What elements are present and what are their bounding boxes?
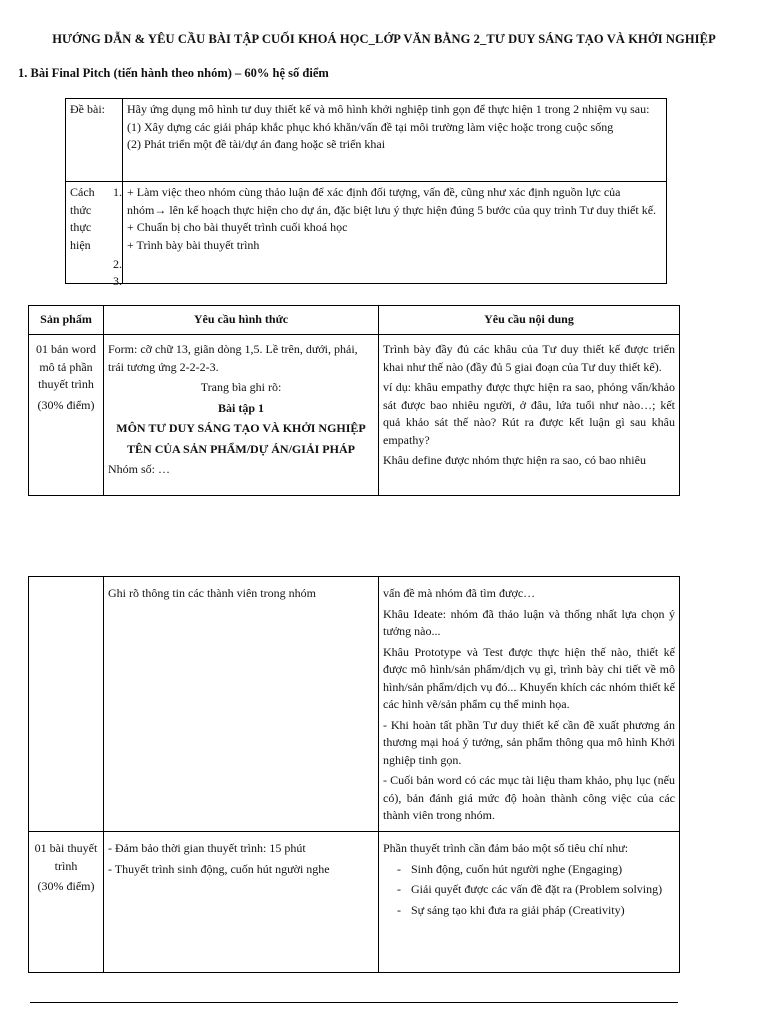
form-pitch bbox=[104, 832, 379, 973]
product-pitch-score: (30% điểm) bbox=[37, 879, 95, 893]
product-pitch bbox=[29, 832, 104, 973]
content-text: Khâu Ideate: nhóm đã thảo luận và thống nhất lựa chọn ý tưởng nào... bbox=[383, 606, 675, 638]
content-word bbox=[379, 335, 680, 496]
brief-content bbox=[123, 99, 667, 182]
list-item: - Sinh động, cuốn hút người nghe (Engaging) bbox=[397, 861, 675, 879]
list-item: - Sự sáng tạo khi đưa ra giải pháp (Creativity) bbox=[397, 902, 675, 920]
content-text: Khâu define được nhóm thực hiện ra sao, có bao nhiêu bbox=[383, 453, 646, 467]
brief-task-2: (2) Phát triển một đề tài/dự án đang hoặc sẽ triển khai bbox=[127, 137, 386, 151]
form-pitch-1: - Đảm bảo thời gian thuyết trình: 15 phút bbox=[108, 841, 306, 855]
table-row bbox=[66, 99, 667, 182]
table-row bbox=[29, 832, 680, 973]
table-row bbox=[29, 335, 680, 496]
group-number: Nhóm số: … bbox=[108, 462, 171, 476]
content-text: ví dụ: khâu empathy được thực hiện ra sao, phỏng vấn/khảo sát được bao nhiêu người, ở đâu, lứa tuổi như nào…; kết quả khảo sát thế nào? Rút ra được kết luận gì sau khâu empathy? bbox=[383, 380, 675, 447]
brief-intro: Hãy ứng dụng mô hình tư duy thiết kế và mô hình khởi nghiệp tinh gọn để thực hiện 1 trong 2 nhiệm vụ sau: bbox=[127, 102, 650, 116]
brief-task-1: (1) Xây dựng các giải pháp khắc phục khó khăn/vấn đề tại môi trường làm việc hoặc trong cuộc sống bbox=[127, 119, 614, 134]
form-word bbox=[104, 335, 379, 496]
requirements-table-continued bbox=[28, 576, 680, 973]
footer-divider bbox=[30, 1002, 678, 1003]
table-row bbox=[66, 182, 667, 284]
header-form: Yêu cầu hình thức bbox=[104, 306, 379, 335]
content-pitch-intro: Phần thuyết trình cần đảm bảo một số tiêu chí như: bbox=[383, 841, 629, 855]
members-text: Ghi rõ thông tin các thành viên trong nhóm bbox=[108, 586, 316, 600]
list-item: - Giải quyết được các vấn đề đặt ra (Problem solving) bbox=[397, 881, 675, 899]
content-text: vấn đề mà nhóm đã tìm được… bbox=[383, 586, 536, 600]
product-word-score: (30% điểm) bbox=[37, 397, 95, 412]
form-pitch-2: - Thuyết trình sinh động, cuốn hút người nghe bbox=[108, 861, 330, 876]
step-number: 3. bbox=[113, 274, 122, 288]
content-text: - Khi hoàn tất phần Tư duy thiết kế cần đề xuất phương án thương mại hoá ý tưởng, sản phẩm thông qua mô hình Khởi nghiệp tinh gọn. bbox=[383, 717, 675, 767]
product-word bbox=[29, 335, 104, 496]
document-title: HƯỚNG DẪN & YÊU CẦU BÀI TẬP CUỐI KHOÁ HỌC_LỚP VĂN BẰNG 2_TƯ DUY SÁNG TẠO VÀ KHỞI NGHIỆP bbox=[52, 32, 716, 46]
table-row bbox=[29, 577, 680, 832]
content-text: Khâu Prototype và Test được thực hiện thế nào, thiết kế được mô hình/sản phẩm/dịch vụ gì, trình bày chi tiết về mô hình/sản phẩm/dịch vụ đó... Khuyến khích các nhóm thiết kế các hình vẽ/sản phẩm cụ thể minh họa. bbox=[383, 644, 675, 711]
product-word-label: 01 bản word mô tả phần thuyết trình bbox=[36, 342, 96, 391]
step-number: 2. bbox=[113, 256, 122, 271]
cover-product: TÊN CỦA SẢN PHẨM/DỰ ÁN/GIẢI PHÁP bbox=[127, 441, 355, 456]
content-pitch bbox=[379, 832, 680, 973]
criteria-list bbox=[383, 861, 675, 920]
content-text: - Cuối bản word có các mục tài liệu tham khảo, phụ lục (nếu có), bản đánh giá mức độ hoàn thành công việc của các thành viên trong nhóm. bbox=[383, 773, 675, 822]
cover-label: Trang bìa ghi rõ: bbox=[200, 380, 282, 394]
product-pitch-label: 01 bài thuyết trình bbox=[34, 841, 98, 873]
content-text: Trình bày đầy đủ các khâu của Tư duy thiết kế được triển khai như thế nào (đầy đủ 5 giai đoạn của Tư duy thiết kế). bbox=[383, 342, 675, 374]
brief-table bbox=[65, 98, 667, 288]
step-number: 1. bbox=[113, 185, 122, 199]
form-word-cont bbox=[104, 577, 379, 832]
product-word-cont bbox=[29, 577, 104, 832]
table-header-row bbox=[29, 306, 680, 335]
method-step-2: + Chuẩn bị cho bài thuyết trình cuối khoá học bbox=[127, 220, 348, 234]
method-step-1: + Làm việc theo nhóm cùng thảo luận để xác định đối tượng, vấn đề, cũng như xác định nguồn lực của nhóm→ lên kế hoạch thực hiện cho dự án, đặc biệt lưu ý thực hiện đúng 5 bước của quy trình Tư duy thiết kế. bbox=[127, 185, 657, 217]
cover-subject: MÔN TƯ DUY SÁNG TẠO VÀ KHỞI NGHIỆP bbox=[116, 421, 366, 435]
form-text: Form: cỡ chữ 13, giãn dòng 1,5. Lề trên, dưới, phải, trái tương ứng 2-2-2-3. bbox=[108, 342, 358, 374]
cover-title: Bài tập 1 bbox=[217, 400, 264, 415]
method-step-3: + Trình bày bài thuyết trình bbox=[127, 237, 260, 252]
content-word-cont bbox=[379, 577, 680, 832]
header-product: Sản phẩm bbox=[29, 306, 104, 335]
method-content bbox=[123, 182, 667, 284]
brief-label: Đề bài: bbox=[66, 99, 123, 182]
header-content: Yêu cầu nội dung bbox=[379, 306, 680, 335]
method-label bbox=[66, 182, 123, 288]
method-label-text: Cách thức thực hiện bbox=[70, 185, 95, 252]
section-heading: 1. Bài Final Pitch (tiến hành theo nhóm) – 60% hệ số điểm bbox=[18, 66, 329, 80]
requirements-table bbox=[28, 305, 680, 496]
